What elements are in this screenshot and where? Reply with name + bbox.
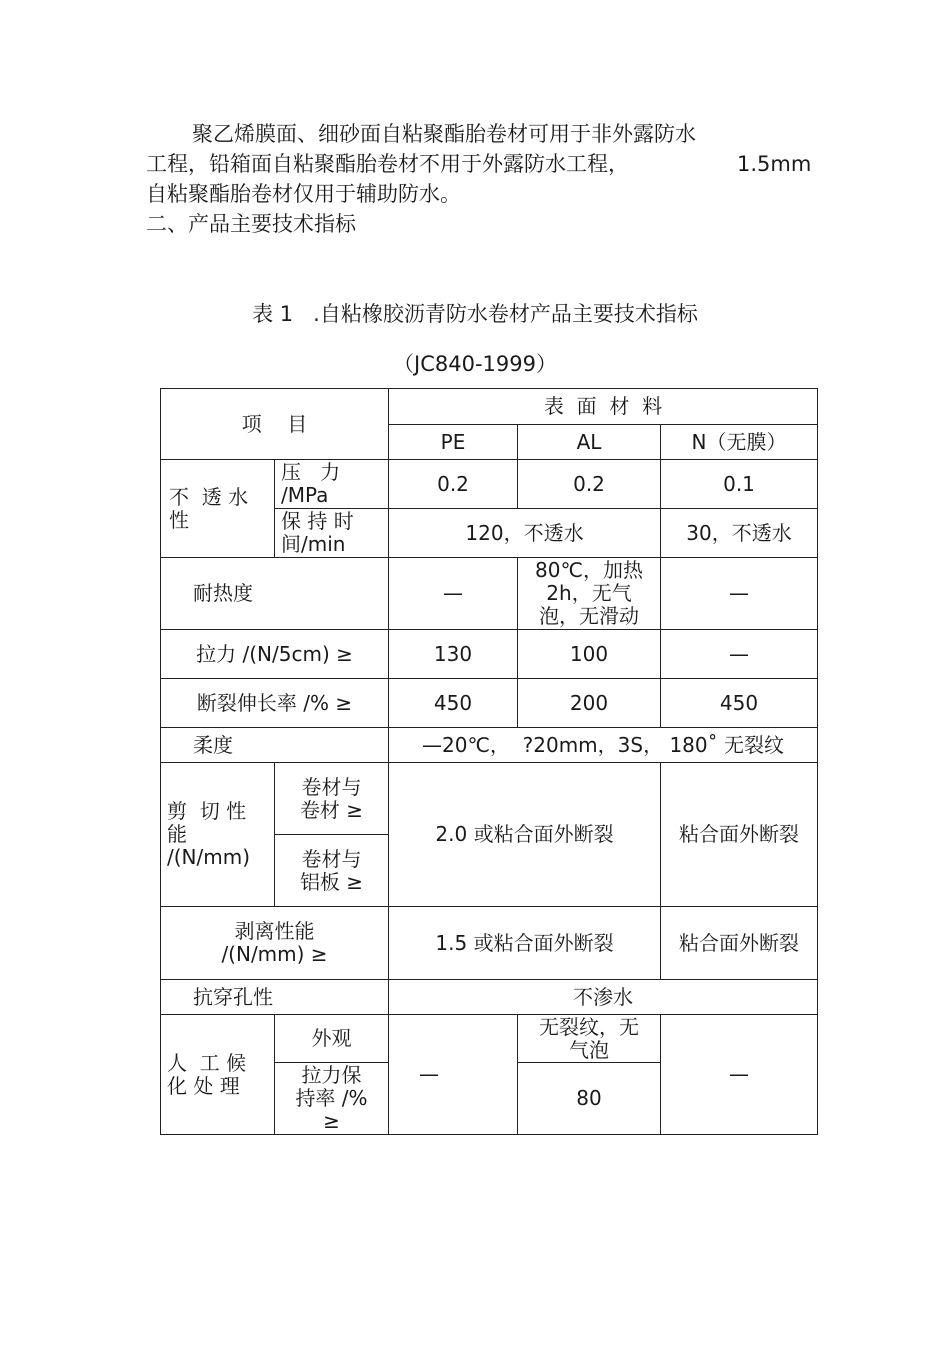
peel-pe-al: 1.5 或粘合面外断裂 — [389, 907, 661, 980]
header-al: AL — [518, 425, 661, 460]
intro-line-1: 聚乙烯膜面、细砂面自粘聚酯胎卷材可用于非外露防水 — [192, 122, 696, 146]
elongation-pe: 450 — [389, 679, 518, 728]
tensile-n: — — [661, 630, 818, 679]
aging-label: 人 工 候 化 处 理 — [161, 1015, 275, 1135]
impermeability-label: 不 透 水性 — [161, 460, 275, 558]
puncture-label: 抗穿孔性 — [161, 980, 389, 1015]
peel-label: 剥离性能 /(N/mm) ≥ — [161, 907, 389, 980]
puncture-value: 不渗水 — [389, 980, 818, 1015]
flexibility-value: —20℃， ?20mm，3S， 180˚ 无裂纹 — [389, 728, 818, 763]
aging-al-retention: 80 — [518, 1063, 661, 1135]
spec-table — [160, 388, 818, 1135]
header-surface: 表 面 材 料 — [389, 389, 818, 425]
intro-line-2-unit: 1.5mm — [737, 152, 812, 176]
elongation-label: 断裂伸长率 /% ≥ — [161, 679, 389, 728]
aging-appearance-label: 外观 — [275, 1015, 389, 1063]
hold-time-n: 30，不透水 — [661, 509, 818, 558]
section-heading: 二、产品主要技术指标 — [146, 212, 356, 236]
pressure-n: 0.1 — [661, 460, 818, 509]
elongation-n: 450 — [661, 679, 818, 728]
shear-pe-al: 2.0 或粘合面外断裂 — [389, 763, 661, 907]
peel-n: 粘合面外断裂 — [661, 907, 818, 980]
hold-time-pe-al: 120，不透水 — [389, 509, 661, 558]
shear-sub-2: 卷材与 铝板 ≥ — [275, 835, 389, 907]
flexibility-label: 柔度 — [161, 728, 389, 763]
header-item: 项 目 — [161, 389, 389, 460]
aging-pe: — — [389, 1015, 518, 1135]
heat-resistance-label: 耐热度 — [161, 558, 389, 630]
aging-retention-label: 拉力保 持率 /% ≥ — [275, 1063, 389, 1135]
header-pe: PE — [389, 425, 518, 460]
heat-resistance-al: 80℃，加热 2h，无气 泡，无滑动 — [518, 558, 661, 630]
tensile-pe: 130 — [389, 630, 518, 679]
pressure-al: 0.2 — [518, 460, 661, 509]
aging-al-appearance: 无裂纹，无 气泡 — [518, 1015, 661, 1063]
elongation-al: 200 — [518, 679, 661, 728]
tensile-label: 拉力 /(N/5cm) ≥ — [161, 630, 389, 679]
shear-n: 粘合面外断裂 — [661, 763, 818, 907]
shear-label: 剪 切 性 能 /(N/mm) — [161, 763, 275, 907]
tensile-al: 100 — [518, 630, 661, 679]
heat-resistance-n: — — [661, 558, 818, 630]
table-subtitle: （JC840-1999） — [393, 352, 557, 376]
header-n: N（无膜） — [661, 425, 818, 460]
pressure-pe: 0.2 — [389, 460, 518, 509]
intro-line-3: 自粘聚酯胎卷材仅用于辅助防水。 — [146, 182, 461, 206]
heat-resistance-pe: — — [389, 558, 518, 630]
hold-time-label: 保 持 时 间/min — [275, 509, 389, 558]
table-title: 表 1 .自粘橡胶沥青防水卷材产品主要技术指标 — [252, 302, 698, 326]
aging-n: — — [661, 1015, 818, 1135]
intro-line-2: 工程，铅箱面自粘聚酯胎卷材不用于外露防水工程， — [146, 152, 629, 176]
pressure-label: 压 力 /MPa — [275, 460, 389, 509]
shear-sub-1: 卷材与 卷材 ≥ — [275, 763, 389, 835]
